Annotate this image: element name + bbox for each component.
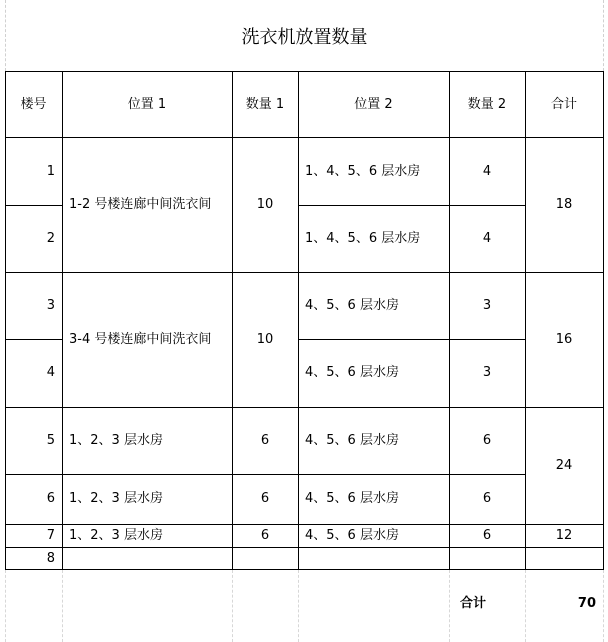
floor-cell: 1 bbox=[46, 163, 55, 179]
summary-label: 合计 bbox=[459, 596, 486, 612]
floor-cell: 5 bbox=[46, 432, 55, 448]
total-cell: 12 bbox=[555, 527, 573, 543]
floor-cell: 3 bbox=[46, 297, 55, 313]
location-2-cell: 1、4、5、6 层水房 bbox=[305, 230, 421, 246]
table-border bbox=[5, 407, 604, 408]
quantity-2-cell: 6 bbox=[482, 527, 492, 543]
location-1-merged: 1-2 号楼连廊中间洗衣间 bbox=[69, 197, 212, 213]
quantity-1-merged: 10 bbox=[256, 331, 274, 347]
total-merged: 16 bbox=[555, 331, 573, 347]
quantity-2-cell: 3 bbox=[482, 365, 492, 381]
gridline bbox=[232, 570, 233, 642]
sheet-title: 洗衣机放置数量 bbox=[5, 0, 604, 71]
quantity-2-cell: 4 bbox=[482, 230, 492, 246]
header-location-1: 位置 1 bbox=[127, 96, 167, 112]
header-floor: 楼号 bbox=[20, 96, 47, 112]
table-border bbox=[5, 71, 604, 72]
total-merged: 18 bbox=[555, 197, 573, 213]
table-border bbox=[5, 137, 604, 138]
table-border bbox=[5, 547, 604, 548]
total-merged: 24 bbox=[555, 457, 573, 473]
table-border bbox=[603, 71, 604, 570]
location-1-merged: 3-4 号楼连廊中间洗衣间 bbox=[69, 331, 212, 347]
table-border bbox=[62, 71, 63, 570]
table-border bbox=[5, 272, 604, 273]
location-1-cell: 1、2、3 层水房 bbox=[69, 491, 163, 507]
floor-cell: 6 bbox=[46, 491, 55, 507]
summary-value: 70 bbox=[577, 596, 596, 612]
quantity-1-cell: 6 bbox=[260, 527, 270, 543]
table-border bbox=[5, 524, 604, 525]
table-border bbox=[298, 71, 299, 570]
floor-cell: 2 bbox=[46, 230, 55, 246]
location-2-cell: 4、5、6 层水房 bbox=[305, 365, 399, 381]
table-border bbox=[5, 569, 604, 570]
table-border bbox=[5, 474, 525, 475]
header-location-2: 位置 2 bbox=[354, 96, 393, 112]
quantity-2-cell: 6 bbox=[482, 491, 492, 507]
quantity-1-cell: 6 bbox=[260, 432, 270, 448]
quantity-1-cell: 6 bbox=[260, 491, 270, 507]
gridline bbox=[5, 570, 6, 642]
table-border bbox=[449, 71, 450, 570]
location-1-cell: 1、2、3 层水房 bbox=[69, 527, 163, 543]
location-2-cell: 4、5、6 层水房 bbox=[305, 432, 399, 448]
location-1-cell: 1、2、3 层水房 bbox=[69, 432, 163, 448]
gridline bbox=[62, 570, 63, 642]
quantity-2-cell: 4 bbox=[482, 163, 492, 179]
floor-cell: 4 bbox=[46, 365, 55, 381]
table-border bbox=[298, 339, 525, 340]
header-total: 合计 bbox=[550, 96, 577, 112]
gridline bbox=[298, 570, 299, 642]
header-quantity-1: 数量 1 bbox=[245, 96, 285, 112]
table-border bbox=[298, 205, 525, 206]
table-border bbox=[525, 71, 526, 570]
header-quantity-2: 数量 2 bbox=[467, 96, 507, 112]
table-border bbox=[232, 71, 233, 570]
table-border bbox=[5, 71, 6, 570]
location-2-cell: 4、5、6 层水房 bbox=[305, 297, 399, 313]
table-border bbox=[5, 339, 62, 340]
floor-cell: 8 bbox=[46, 550, 55, 566]
quantity-1-merged: 10 bbox=[256, 197, 274, 213]
quantity-2-cell: 6 bbox=[482, 432, 492, 448]
gridline bbox=[603, 570, 604, 642]
quantity-2-cell: 3 bbox=[482, 297, 492, 313]
location-2-cell: 4、5、6 层水房 bbox=[305, 527, 399, 543]
location-2-cell: 4、5、6 层水房 bbox=[305, 491, 399, 507]
table-border bbox=[5, 205, 62, 206]
floor-cell: 7 bbox=[46, 527, 55, 543]
location-2-cell: 1、4、5、6 层水房 bbox=[305, 163, 421, 179]
